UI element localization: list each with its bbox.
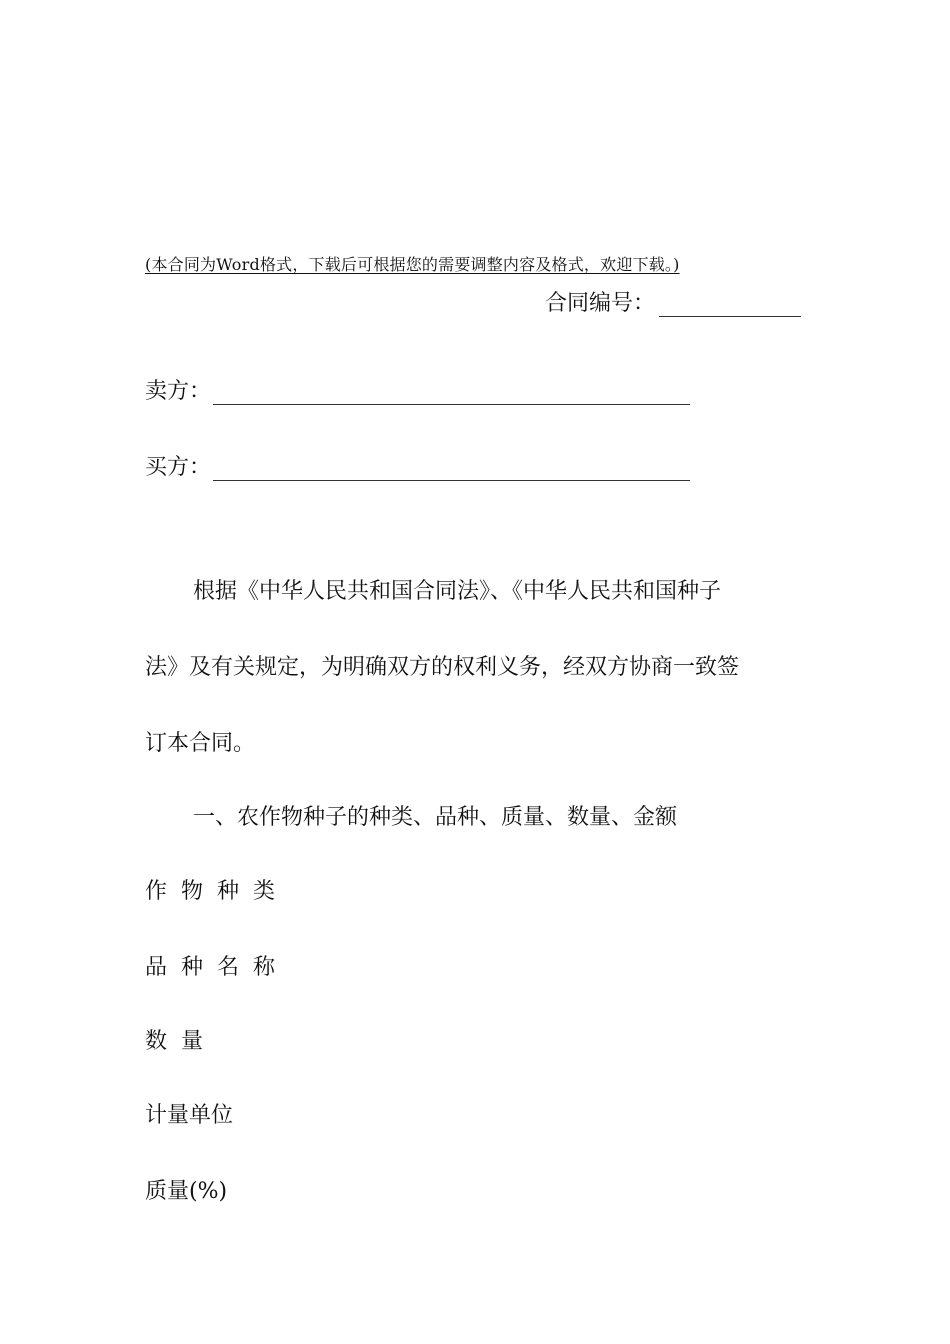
contract-number-label: 合同编号： <box>545 291 656 316</box>
intro-line-3: 订本合同。 <box>145 731 256 756</box>
field-quality: 质量(%) <box>145 1179 228 1204</box>
buyer-line <box>145 450 690 481</box>
section-1-title: 一、农作物种子的种类、品种、质量、数量、金额 <box>193 805 678 830</box>
seller-label: 卖方： <box>145 379 212 404</box>
contract-number-blank <box>659 294 801 317</box>
field-variety-name: 品种名称 <box>145 955 290 980</box>
intro-line-1: 根据《中华人民共和国合同法》、《中华人民共和国种子 <box>193 579 722 604</box>
field-quantity: 数量 <box>145 1029 218 1054</box>
header-note: (本合同为Word格式，下载后可根据您的需要调整内容及格式，欢迎下载。) <box>145 255 680 274</box>
buyer-blank <box>213 458 690 481</box>
field-unit: 计量单位 <box>145 1103 234 1128</box>
buyer-label: 买方： <box>145 455 212 480</box>
contract-number <box>545 286 801 317</box>
seller-blank <box>213 382 690 405</box>
field-crop-type: 作物种类 <box>145 879 290 904</box>
intro-line-2: 法》及有关规定，为明确双方的权利义务，经双方协商一致签 <box>145 655 740 680</box>
seller-line <box>145 374 690 405</box>
